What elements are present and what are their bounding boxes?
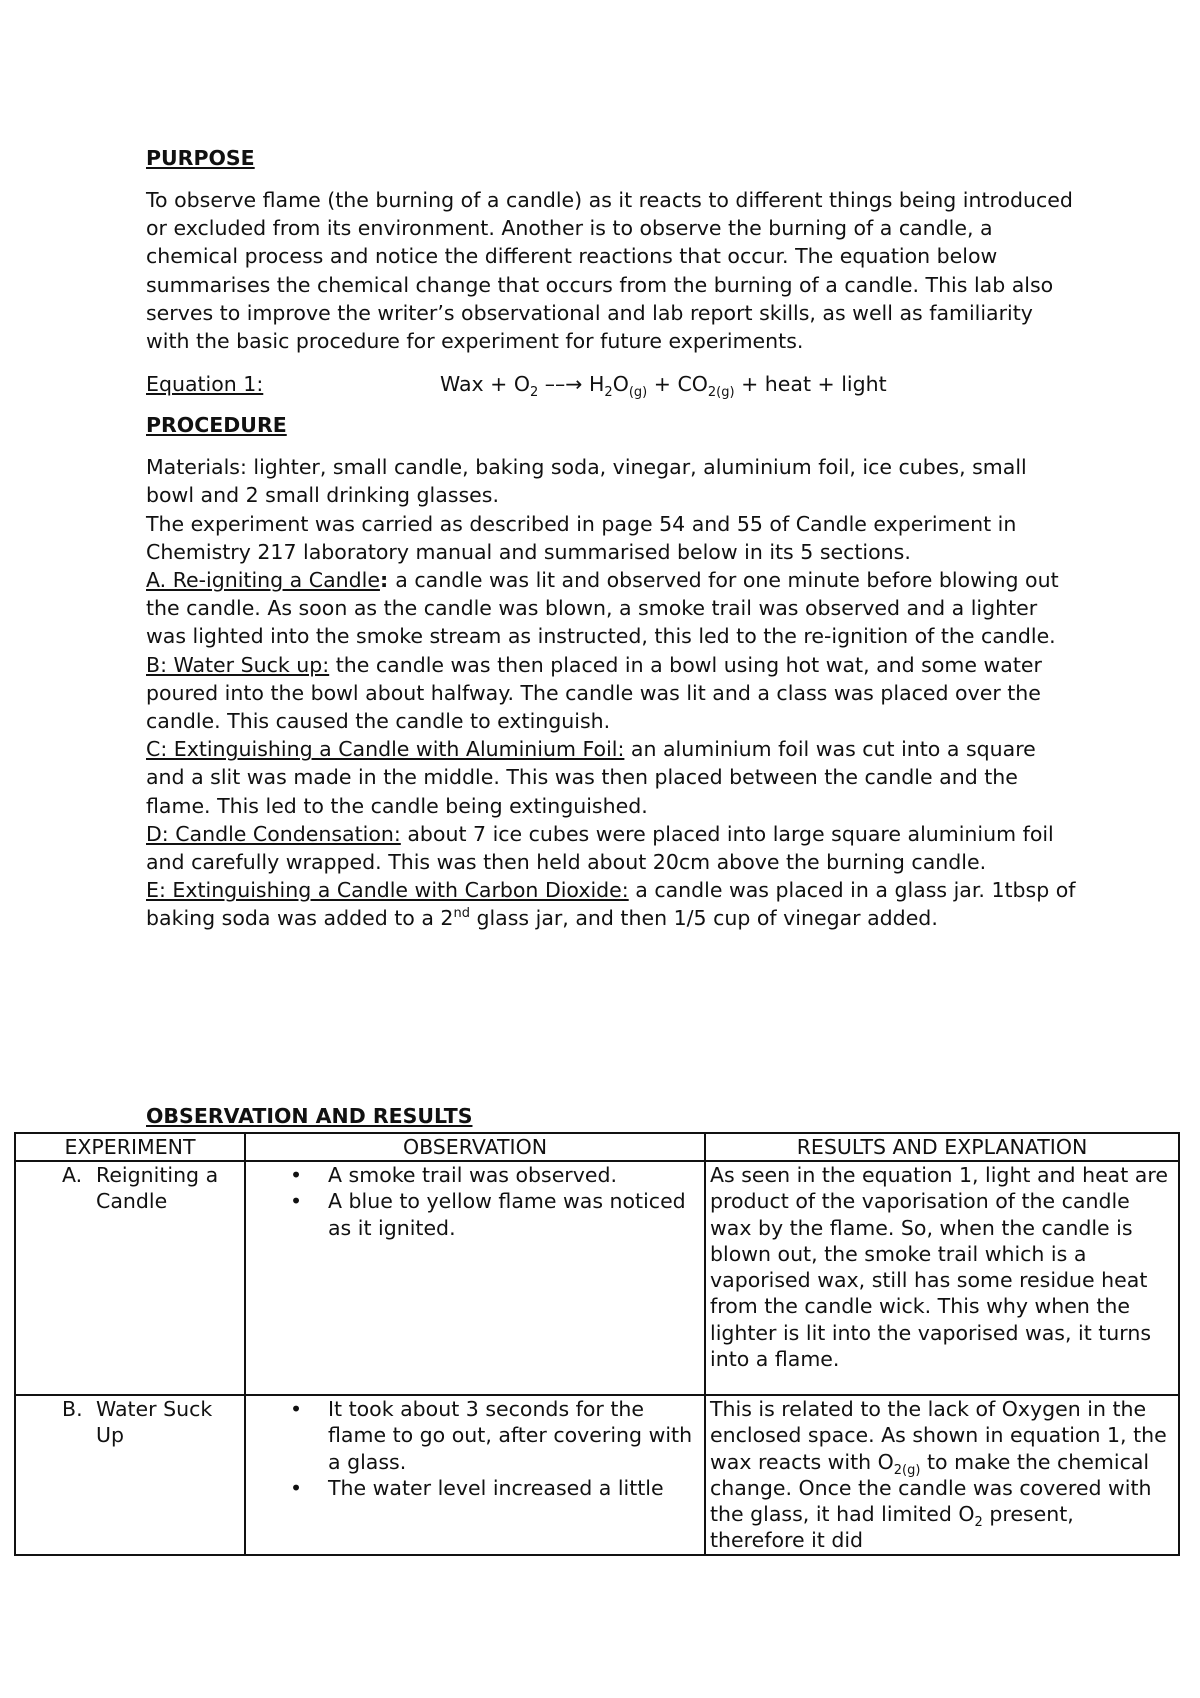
procedure-step-d: D: Candle Condensation: about 7 ice cubes were placed into large square aluminium foil and carefully wrapped. This was then held about 20cm above the burning candle. [146,821,1054,875]
observation-cell [245,1395,705,1555]
procedure-step-e: E: Extinguishing a Candle with Carbon Dioxide: a candle was placed in a glass jar. 1tbsp of baking soda was added to a 2nd glass jar, and then 1/5 cup of vinegar added. [146,878,1076,931]
materials-paragraph: Materials: lighter, small candle, baking soda, vinegar, aluminium foil, ice cubes, small bowl and 2 small drinking glasses. [146,455,1027,508]
procedure-step-a: A. Re-igniting a Candle: a candle was lit and observed for one minute before blowing out the candle. As soon as the candle was blown, a smoke trail was observed and a lighter was lighted into the smoke stream as instructed, this led to the re-ignition of the candle. [146,568,1059,649]
experiment-cell [15,1395,245,1555]
column-header-experiment: EXPERIMENT [15,1133,245,1161]
table-row [15,1395,1179,1555]
experiment-name: Reigniting a Candle [96,1163,219,1214]
observation-bullet: • A smoke trail was observed. [328,1162,700,1188]
equation-row [146,369,1076,399]
procedure-heading: PROCEDURE [146,413,287,438]
experiment-letter: B. [62,1397,83,1421]
equation-formula: Wax + $O_2$ ––→ $H_2O_{(g)} + CO_{2(g)}$ + heat + light [440,372,887,401]
equation-label: Equation 1: [146,372,264,397]
experiment-letter: A. [62,1163,83,1187]
column-header-results: RESULTS AND EXPLANATION [705,1133,1179,1161]
procedure-step-c: C: Extinguishing a Candle with Aluminium Foil: an aluminium foil was cut into a square and a slit was made in the middle. This was then placed between the candle and the flame. This led to the candle being extinguished. [146,737,1036,818]
observation-bullet: • The water level increased a little [328,1475,700,1501]
step-c-title: C: Extinguishing a Candle with Aluminium Foil: [146,737,625,762]
observation-bullet: • It took about 3 seconds for the flame to go out, after covering with a glass. [328,1396,700,1475]
step-a-title: A. Re-igniting a Candle [146,568,380,593]
purpose-heading: PURPOSE [146,146,255,170]
step-b-title: B: Water Suck up: [146,652,330,677]
observation-bullet: • A blue to yellow flame was noticed as it ignited. [328,1188,700,1241]
results-table [14,1132,1180,1556]
procedure-step-b: B: Water Suck up: the candle was then placed in a bowl using hot wat, and some water poured into the bowl about halfway. The candle was lit and a class was placed over the candle. This caused the candle to extinguish. [146,652,1042,734]
table-header-row [15,1133,1179,1161]
observation-heading: OBSERVATION AND RESULTS [146,1104,473,1128]
column-header-observation: OBSERVATION [245,1133,705,1161]
table-row [15,1161,1179,1395]
step-d-title: D: Candle Condensation: [146,821,401,846]
result-cell: As seen in the equation 1, light and heat are product of the vaporisation of the candle wax by the flame. So, when the candle is blown out, the smoke trail which is a vaporised wax, still has some residue heat from the candle wick. This why when the lighter is lit into the vaporised was, it turns into a flame. [705,1161,1179,1395]
purpose-paragraph: To observe flame (the burning of a candle) as it reacts to different things being introduced or excluded from its environment. Another is to observe the burning of a candle, a chemical process and notice the different reactions that occur. The equation below summarises the chemical change that occurs from the burning of a candle. This lab also serves to improve the writer’s observational and lab report skills, as well as familiarity with the basic procedure for experiment for future experiments. [146,188,1073,354]
step-e-title: E: Extinguishing a Candle with Carbon Dioxide: [146,878,629,903]
result-cell: This is related to the lack of Oxygen in the enclosed space. As shown in equation 1, the wax reacts with $O_{2(g)}$ to make the chemical change. Once the candle was covered with the glass, it had limited $O_2$ present, therefore it did [705,1395,1179,1555]
observation-cell [245,1161,705,1395]
document-content [146,144,1076,933]
experiment-name: Water Suck Up [96,1397,213,1448]
experiment-cell [15,1161,245,1395]
procedure-intro: The experiment was carried as described in page 54 and 55 of Candle experiment in Chemistry 217 laboratory manual and summarised below in its 5 sections. [146,511,1017,564]
